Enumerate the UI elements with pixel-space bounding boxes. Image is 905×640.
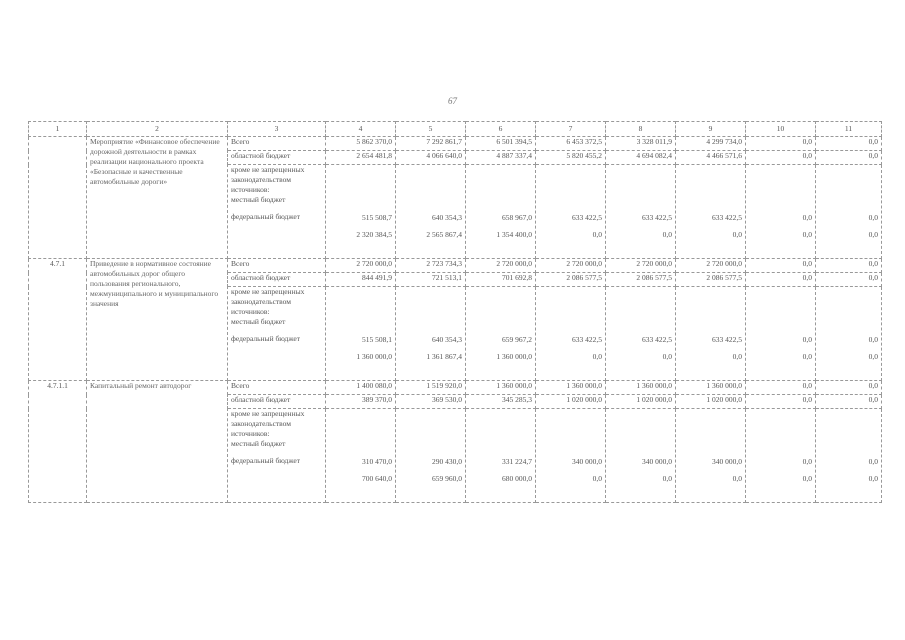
federal-budget-value: 0,0 [868, 352, 878, 361]
value-cell [606, 409, 676, 503]
federal-budget-value: 0,0 [802, 230, 812, 239]
column-header: 1 [29, 122, 87, 137]
local-budget-label: местный бюджет [231, 317, 286, 326]
source-labels [228, 165, 326, 259]
value-cell [466, 287, 536, 381]
federal-budget-value: 0,0 [662, 352, 672, 361]
page-number: 67 [448, 96, 457, 106]
value-cell: 2 723 734,3 [396, 259, 466, 273]
value-cell: 2 086 577,5 [676, 273, 746, 287]
value-cell: 4 299 734,0 [676, 137, 746, 151]
source-label: областной бюджет [228, 151, 326, 165]
column-header: 3 [228, 122, 326, 137]
local-budget-value: 633 422,5 [642, 335, 672, 344]
value-cell: 4 887 337,4 [466, 151, 536, 165]
local-budget-value: 290 430,0 [432, 457, 462, 466]
column-header: 11 [816, 122, 882, 137]
source-label: Всего [228, 381, 326, 395]
value-cell: 0,0 [816, 137, 882, 151]
column-header: 5 [396, 122, 466, 137]
federal-budget-label: федеральный бюджет [231, 212, 301, 221]
federal-budget-value: 1 360 000,0 [356, 352, 392, 361]
federal-budget-value: 0,0 [592, 230, 602, 239]
federal-budget-value: 700 640,0 [362, 474, 392, 483]
value-cell [536, 409, 606, 503]
value-cell [466, 165, 536, 259]
local-budget-value: 640 354,3 [432, 335, 462, 344]
value-cell [536, 287, 606, 381]
local-budget-value: 633 422,5 [642, 213, 672, 222]
value-cell [606, 287, 676, 381]
column-header: 10 [746, 122, 816, 137]
value-cell: 2 654 481,8 [326, 151, 396, 165]
value-cell: 2 086 577,5 [536, 273, 606, 287]
value-cell: 1 360 000,0 [606, 381, 676, 395]
source-label: Всего [228, 137, 326, 151]
item-code [29, 137, 87, 259]
table-row [29, 137, 882, 151]
federal-budget-value: 0,0 [732, 230, 742, 239]
value-cell: 345 285,3 [466, 395, 536, 409]
federal-budget-value: 680 000,0 [502, 474, 532, 483]
value-cell: 721 513,1 [396, 273, 466, 287]
value-cell: 1 360 000,0 [466, 381, 536, 395]
value-cell [326, 409, 396, 503]
source-label: областной бюджет [228, 273, 326, 287]
value-cell: 2 720 000,0 [326, 259, 396, 273]
value-cell: 2 720 000,0 [606, 259, 676, 273]
column-header: 4 [326, 122, 396, 137]
value-cell: 0,0 [816, 259, 882, 273]
value-cell: 369 530,0 [396, 395, 466, 409]
source-labels [228, 287, 326, 381]
value-cell [676, 409, 746, 503]
value-cell: 4 066 640,0 [396, 151, 466, 165]
federal-budget-value: 0,0 [802, 352, 812, 361]
federal-budget-label: федеральный бюджет [231, 456, 301, 465]
column-header: 9 [676, 122, 746, 137]
item-name: Мероприятие «Финансовое обеспечение дорожной деятельности в рамках реализации национального проекта «Безопасные и качественные автомобильные дороги» [87, 137, 228, 259]
value-cell [746, 409, 816, 503]
value-cell: 6 501 394,5 [466, 137, 536, 151]
value-cell: 1 400 080,0 [326, 381, 396, 395]
table-row [29, 381, 882, 395]
local-budget-value: 340 000,0 [572, 457, 602, 466]
local-budget-value: 0,0 [868, 213, 878, 222]
local-budget-value: 640 354,3 [432, 213, 462, 222]
value-cell: 701 692,8 [466, 273, 536, 287]
value-cell: 0,0 [746, 151, 816, 165]
note-label: кроме не запрещенных законодательством источников: [231, 287, 305, 316]
value-cell [396, 409, 466, 503]
federal-budget-value: 1 361 867,4 [426, 352, 462, 361]
value-cell: 0,0 [746, 395, 816, 409]
value-cell: 7 292 861,7 [396, 137, 466, 151]
item-name: Капитальный ремонт автодорог [87, 381, 228, 503]
value-cell: 0,0 [816, 273, 882, 287]
value-cell: 4 694 082,4 [606, 151, 676, 165]
value-cell: 0,0 [816, 151, 882, 165]
federal-budget-value: 1 360 000,0 [496, 352, 532, 361]
value-cell: 0,0 [816, 381, 882, 395]
local-budget-value: 633 422,5 [572, 335, 602, 344]
value-cell [746, 287, 816, 381]
value-cell [396, 287, 466, 381]
value-cell: 6 453 372,5 [536, 137, 606, 151]
federal-budget-value: 659 960,0 [432, 474, 462, 483]
value-cell: 1 020 000,0 [536, 395, 606, 409]
federal-budget-label: федеральный бюджет [231, 334, 301, 343]
value-cell [606, 165, 676, 259]
local-budget-value: 0,0 [868, 457, 878, 466]
local-budget-value: 633 422,5 [712, 335, 742, 344]
local-budget-value: 633 422,5 [572, 213, 602, 222]
local-budget-value: 633 422,5 [712, 213, 742, 222]
value-cell: 1 360 000,0 [676, 381, 746, 395]
local-budget-value: 0,0 [802, 335, 812, 344]
value-cell: 0,0 [746, 273, 816, 287]
column-header: 8 [606, 122, 676, 137]
item-name: Приведение в нормативное состояние автомобильных дорог общего пользования регионального, межмуниципального и муниципального значения [87, 259, 228, 381]
value-cell [396, 165, 466, 259]
federal-budget-value: 0,0 [592, 352, 602, 361]
value-cell: 0,0 [746, 381, 816, 395]
value-cell: 844 491,9 [326, 273, 396, 287]
value-cell: 5 862 370,0 [326, 137, 396, 151]
source-label: областной бюджет [228, 395, 326, 409]
federal-budget-value: 0,0 [592, 474, 602, 483]
federal-budget-value: 0,0 [868, 474, 878, 483]
local-budget-label: местный бюджет [231, 439, 286, 448]
value-cell: 0,0 [816, 395, 882, 409]
value-cell [676, 165, 746, 259]
value-cell: 1 020 000,0 [676, 395, 746, 409]
value-cell: 2 720 000,0 [676, 259, 746, 273]
value-cell [746, 165, 816, 259]
value-cell [676, 287, 746, 381]
federal-budget-value: 0,0 [868, 230, 878, 239]
value-cell: 389 370,0 [326, 395, 396, 409]
value-cell [816, 165, 882, 259]
federal-budget-value: 2 320 384,5 [356, 230, 392, 239]
column-header: 6 [466, 122, 536, 137]
value-cell: 0,0 [746, 137, 816, 151]
local-budget-value: 515 508,1 [362, 335, 392, 344]
note-label: кроме не запрещенных законодательством источников: [231, 165, 305, 194]
column-header: 7 [536, 122, 606, 137]
federal-budget-value: 0,0 [802, 474, 812, 483]
federal-budget-value: 0,0 [662, 474, 672, 483]
value-cell: 1 360 000,0 [536, 381, 606, 395]
local-budget-value: 659 967,2 [502, 335, 532, 344]
local-budget-value: 340 000,0 [642, 457, 672, 466]
value-cell [816, 287, 882, 381]
local-budget-label: местный бюджет [231, 195, 286, 204]
value-cell [536, 165, 606, 259]
table-row [29, 259, 882, 273]
value-cell: 2 720 000,0 [466, 259, 536, 273]
value-cell: 3 328 011,9 [606, 137, 676, 151]
local-budget-value: 310 470,0 [362, 457, 392, 466]
value-cell [816, 409, 882, 503]
federal-budget-value: 1 354 400,0 [496, 230, 532, 239]
value-cell: 2 086 577,5 [606, 273, 676, 287]
note-label: кроме не запрещенных законодательством источников: [231, 409, 305, 438]
budget-table [28, 121, 882, 503]
item-code: 4.7.1.1 [29, 381, 87, 503]
value-cell [466, 409, 536, 503]
local-budget-value: 331 224,7 [502, 457, 532, 466]
value-cell: 5 820 455,2 [536, 151, 606, 165]
local-budget-value: 0,0 [802, 213, 812, 222]
local-budget-value: 0,0 [868, 335, 878, 344]
value-cell: 4 466 571,6 [676, 151, 746, 165]
header-row [29, 122, 882, 137]
source-labels [228, 409, 326, 503]
federal-budget-value: 0,0 [732, 352, 742, 361]
federal-budget-value: 2 565 867,4 [426, 230, 462, 239]
local-budget-value: 340 000,0 [712, 457, 742, 466]
local-budget-value: 515 508,7 [362, 213, 392, 222]
federal-budget-value: 0,0 [732, 474, 742, 483]
local-budget-value: 0,0 [802, 457, 812, 466]
value-cell: 2 720 000,0 [536, 259, 606, 273]
item-code: 4.7.1 [29, 259, 87, 381]
column-header: 2 [87, 122, 228, 137]
value-cell: 1 020 000,0 [606, 395, 676, 409]
source-label: Всего [228, 259, 326, 273]
value-cell [326, 287, 396, 381]
value-cell: 1 519 920,0 [396, 381, 466, 395]
value-cell [326, 165, 396, 259]
value-cell: 0,0 [746, 259, 816, 273]
federal-budget-value: 0,0 [662, 230, 672, 239]
local-budget-value: 658 967,0 [502, 213, 532, 222]
